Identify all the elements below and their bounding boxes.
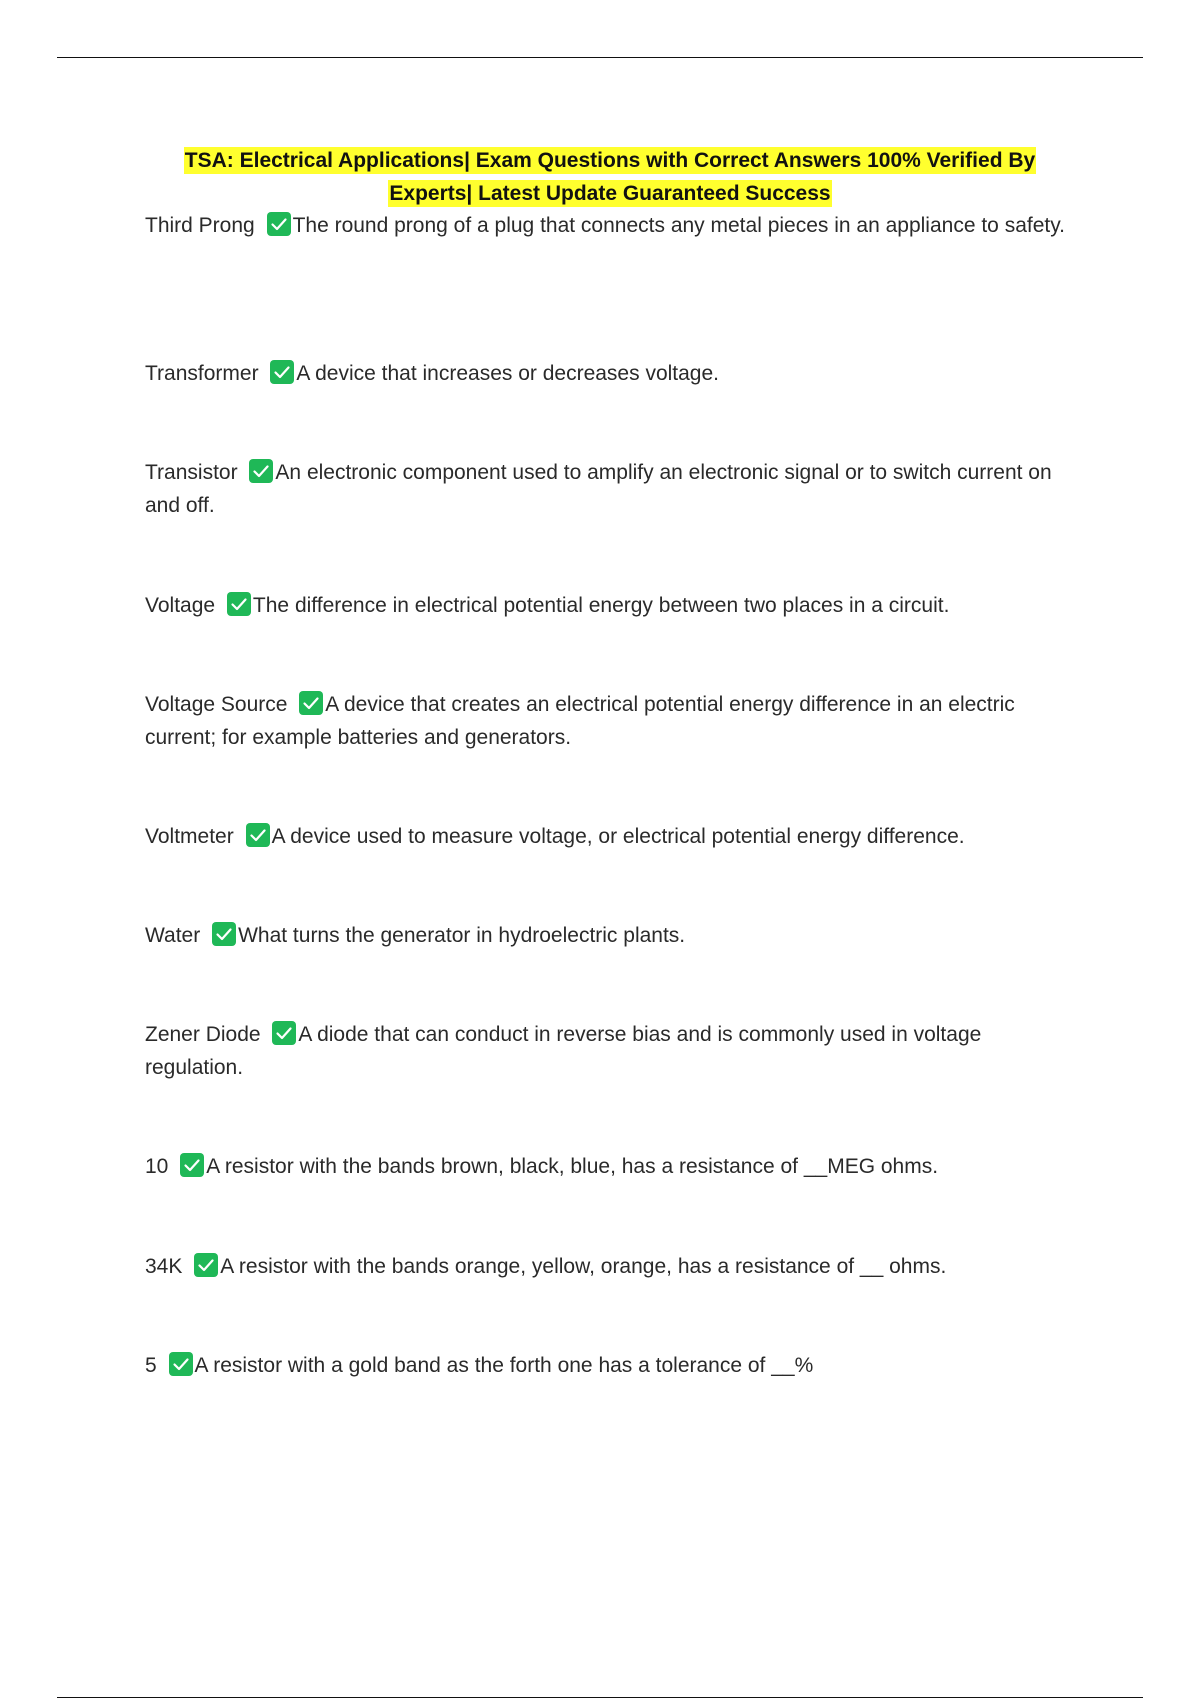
entry-34k — [145, 1250, 1085, 1283]
entry-term: Voltage — [145, 594, 216, 617]
top-rule — [57, 57, 1143, 58]
entry-voltmeter — [145, 820, 1085, 853]
entry-transformer — [145, 357, 1085, 390]
entry-voltage — [145, 589, 1085, 622]
entry-definition: A device that creates an electrical potential energy difference in an electric current; for example batteries and generators. — [145, 693, 1015, 749]
entry-definition: What turns the generator in hydroelectric plants. — [238, 924, 686, 947]
entry-definition: A resistor with a gold band as the forth one has a tolerance of __% — [194, 1354, 814, 1377]
entry-third-prong — [145, 209, 1085, 242]
check-icon — [169, 1352, 193, 1376]
entry-transistor — [145, 456, 1085, 522]
entry-5 — [145, 1349, 1085, 1382]
entry-definition: A resistor with the bands orange, yellow, orange, has a resistance of __ ohms. — [220, 1255, 947, 1278]
check-icon — [227, 592, 251, 616]
check-icon — [270, 360, 294, 384]
entry-definition: An electronic component used to amplify an electronic signal or to switch current on and off. — [145, 461, 1052, 517]
entry-term: Transformer — [145, 362, 259, 385]
entry-term: 10 — [145, 1155, 169, 1178]
entry-term: Water — [145, 924, 201, 947]
entry-definition: A device that increases or decreases voltage. — [296, 362, 719, 385]
check-icon — [249, 459, 273, 483]
entry-definition: The difference in electrical potential energy between two places in a circuit. — [252, 594, 950, 617]
document-title — [140, 144, 1080, 210]
entry-water — [145, 919, 1085, 952]
entry-definition: A diode that can conduct in reverse bias and is commonly used in voltage regulation. — [145, 1023, 982, 1079]
check-icon — [212, 922, 236, 946]
entry-term: 5 — [145, 1354, 157, 1377]
check-icon — [267, 212, 291, 236]
check-icon — [299, 691, 323, 715]
check-icon — [272, 1021, 296, 1045]
entry-definition: A resistor with the bands brown, black, blue, has a resistance of __MEG ohms. — [206, 1155, 939, 1178]
entry-term: Voltmeter — [145, 825, 234, 848]
entry-10 — [145, 1150, 1085, 1183]
entry-term: Voltage Source — [145, 693, 288, 716]
entry-voltage-source — [145, 688, 1085, 754]
entry-definition: A device used to measure voltage, or electrical potential energy difference. — [271, 825, 965, 848]
check-icon — [180, 1153, 204, 1177]
check-icon — [246, 823, 270, 847]
entry-term: 34K — [145, 1255, 183, 1278]
entry-zener-diode — [145, 1018, 1085, 1084]
bottom-rule — [57, 1697, 1143, 1698]
entry-term: Zener Diode — [145, 1023, 261, 1046]
entry-term: Third Prong — [145, 214, 255, 237]
entry-definition: The round prong of a plug that connects any metal pieces in an appliance to safety. — [292, 214, 1065, 237]
check-icon — [194, 1253, 218, 1277]
title-text: TSA: Electrical Applications| Exam Questions with Correct Answers 100% Verified By Experts| Latest Update Guaranteed Success — [184, 149, 1036, 205]
entry-term: Transistor — [145, 461, 238, 484]
